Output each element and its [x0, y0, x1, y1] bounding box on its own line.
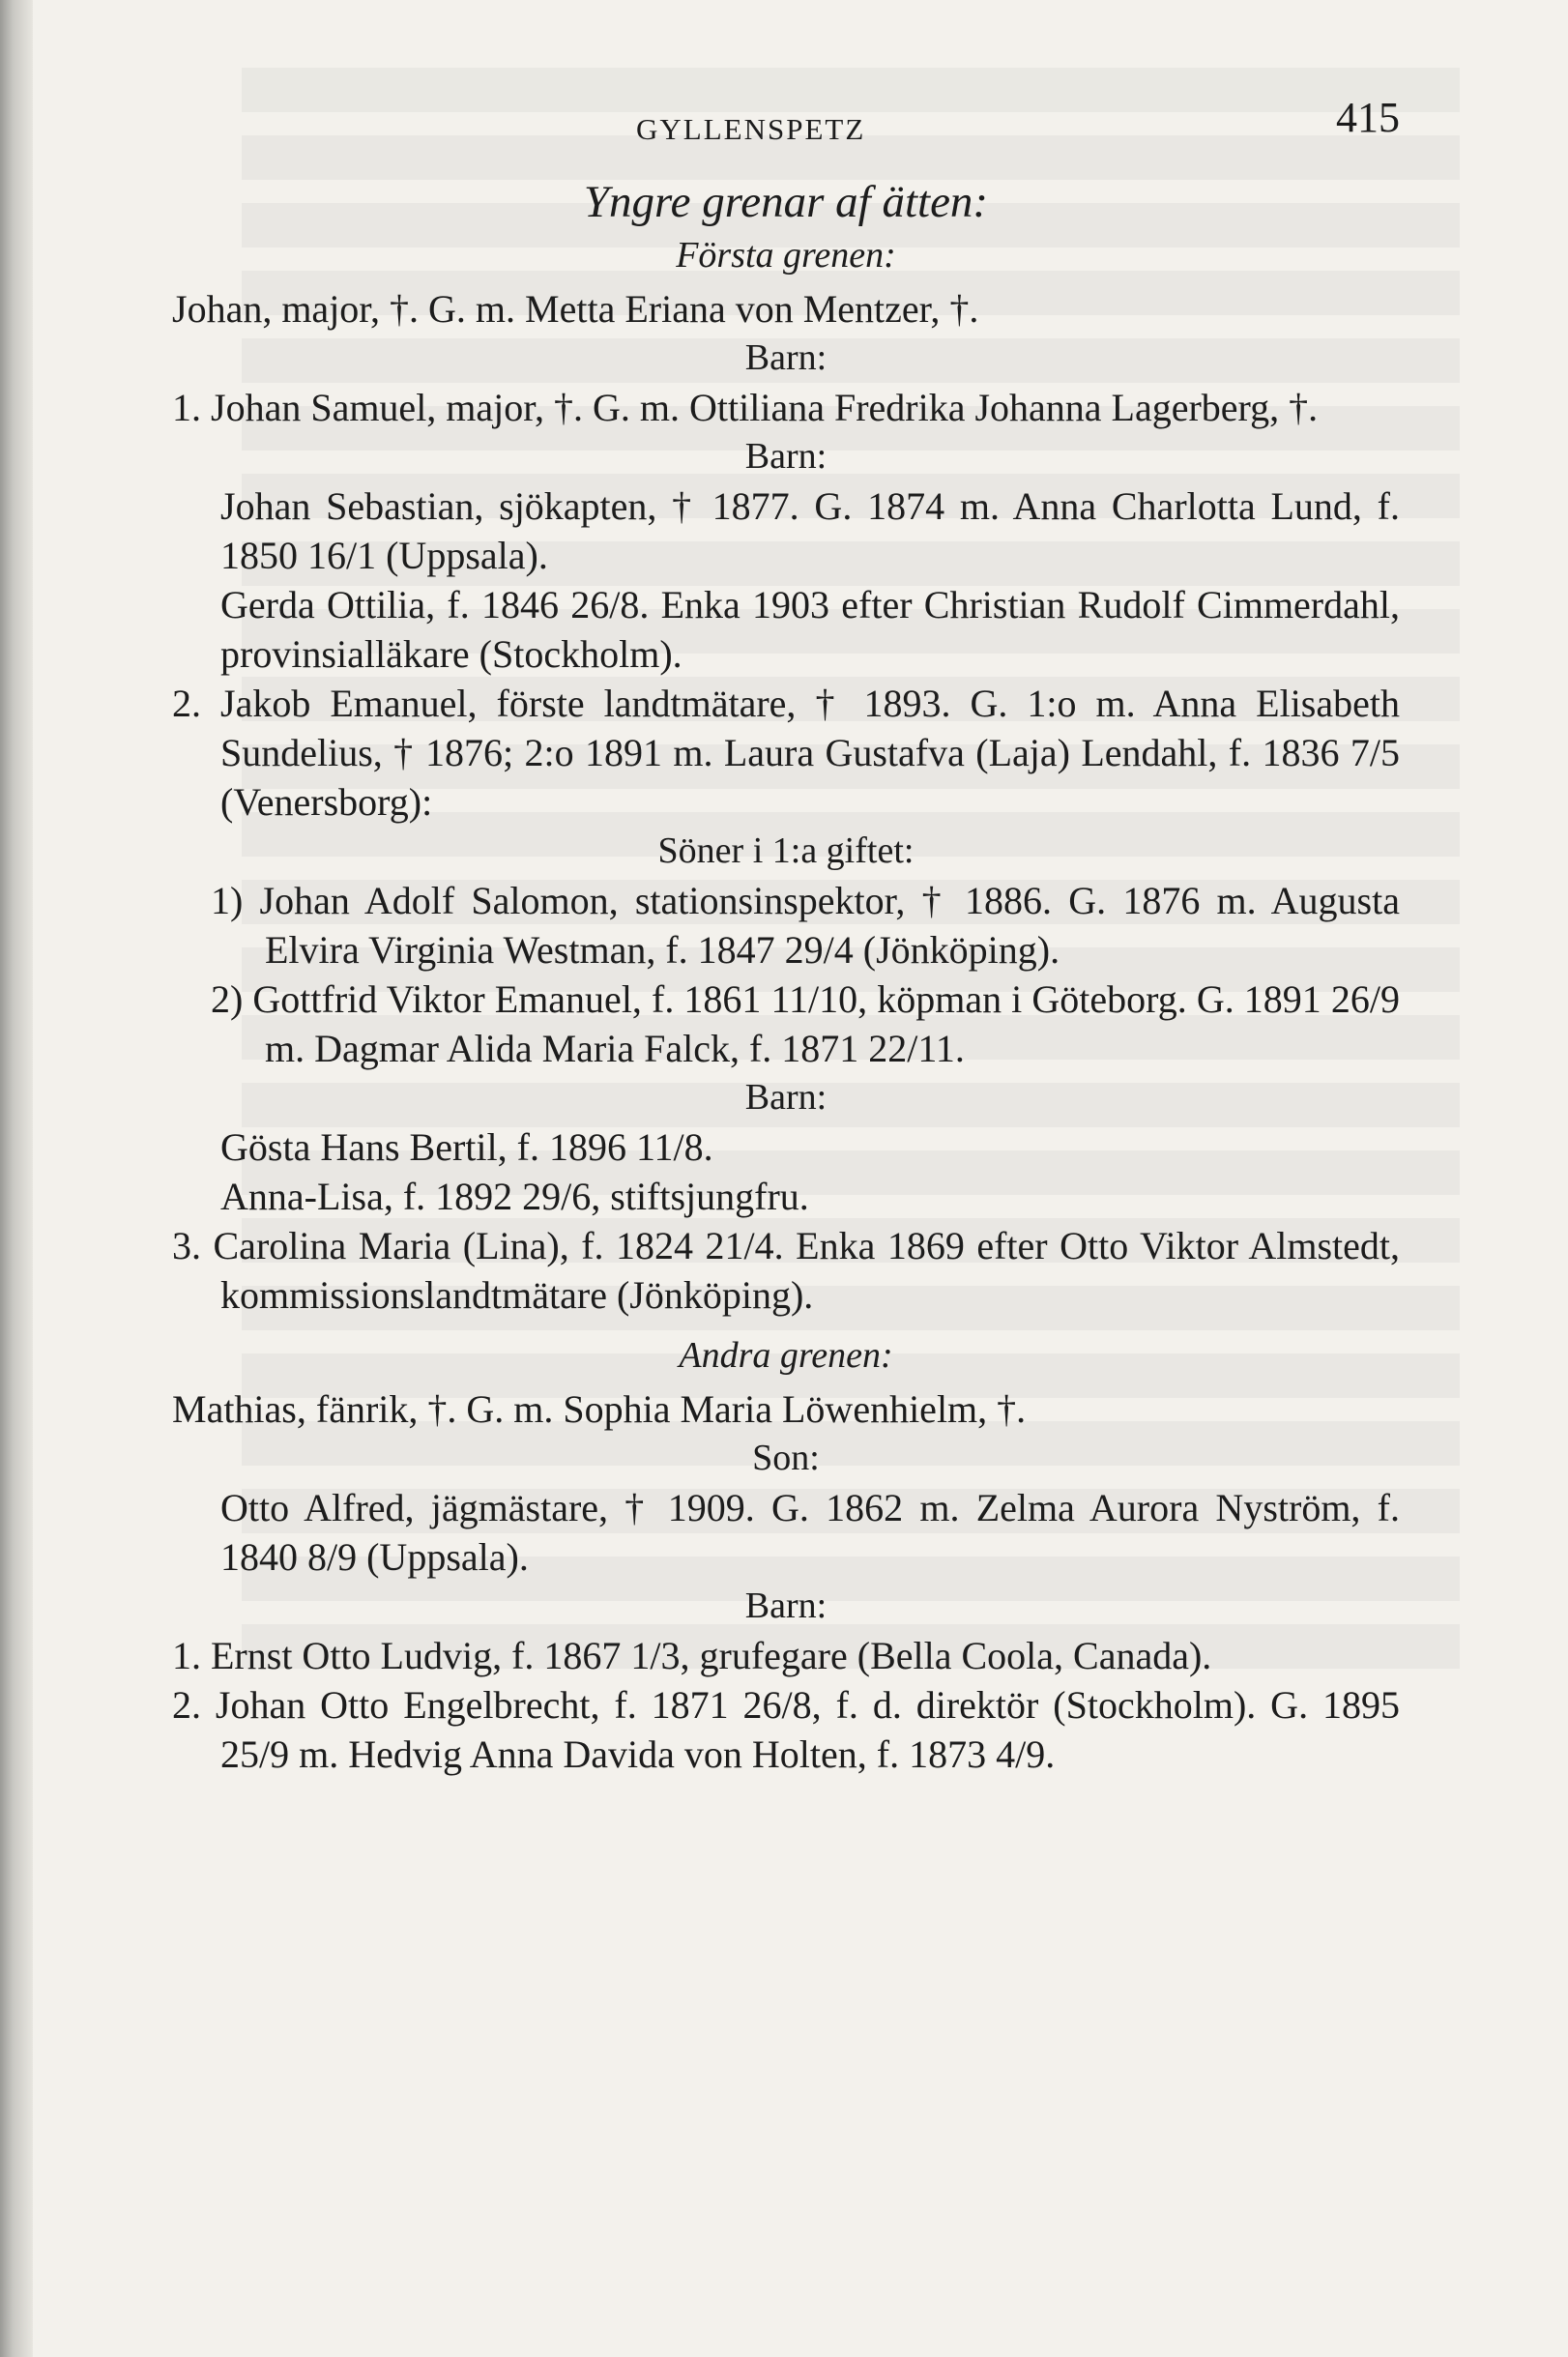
branch2-otto: Otto Alfred, jägmästare, † 1909. G. 1862 m. Zelma Aurora Nyström, f. 1840 8/9 (Uppsala). — [220, 1486, 1400, 1579]
book-binding-edge — [0, 0, 33, 2357]
child2-soner-label: Söner i 1:a giftet: — [657, 830, 915, 871]
child1-sebastian: Johan Sebastian, sjökapten, † 1877. G. 1874 m. Anna Charlotta Lund, f. 1850 16/1 (Uppsala). — [220, 484, 1400, 577]
running-head — [172, 93, 1400, 151]
child2-son2: 2) Gottfrid Viktor Emanuel, f. 1861 11/10, köpman i Göteborg. G. 1891 26/9 m. Dagmar Alida Maria Falck, f. 1871 22/11. — [211, 977, 1400, 1070]
branch2-child1: 1. Ernst Otto Ludvig, f. 1867 1/3, grufegare (Bella Coola, Canada). — [172, 1634, 1212, 1677]
branch2-barn-label: Barn: — [744, 1586, 828, 1626]
page-number: 415 — [1336, 94, 1400, 141]
branch1-child3: 3. Carolina Maria (Lina), f. 1824 21/4. Enka 1869 efter Otto Viktor Almstedt, kommissionslandtmätare (Jönköping). — [172, 1224, 1400, 1317]
branch1-child1: 1. Johan Samuel, major, †. G. m. Ottiliana Fredrika Johanna Lagerberg, †. — [172, 386, 1319, 429]
son2-barn-label: Barn: — [744, 1077, 828, 1118]
grandchild-gosta: Gösta Hans Bertil, f. 1896 11/8. — [220, 1125, 713, 1169]
branch1-child2: 2. Jakob Emanuel, förste landtmätare, † 1893. G. 1:o m. Anna Elisabeth Sundelius, † 1876; 2:o 1891 m. Laura Gustafva (Laja) Lendahl, f. 1836 7/5 (Venersborg): — [172, 682, 1400, 824]
branch1-title: Första grenen: — [676, 235, 896, 276]
branch2-title: Andra grenen: — [679, 1335, 893, 1376]
branch2-child2: 2. Johan Otto Engelbrecht, f. 1871 26/8, f. d. direktör (Stockholm). G. 1895 25/9 m. Hedvig Anna Davida von Holten, f. 1873 4/9. — [172, 1683, 1400, 1776]
book-page — [172, 93, 1400, 1779]
child1-barn-label: Barn: — [744, 436, 828, 477]
child2-son1: 1) Johan Adolf Salomon, stationsinspektor, † 1886. G. 1876 m. Augusta Elvira Virginia Westman, f. 1847 29/4 (Jönköping). — [211, 879, 1400, 972]
section-heading: Yngre grenar af ätten: — [583, 177, 989, 227]
branch2-son-label: Son: — [752, 1438, 820, 1478]
branch2-intro: Mathias, fänrik, †. G. m. Sophia Maria Löwenhielm, †. — [172, 1387, 1027, 1431]
running-title: GYLLENSPETZ — [636, 112, 866, 146]
grandchild-anna-lisa: Anna-Lisa, f. 1892 29/6, stiftsjungfru. — [220, 1175, 809, 1218]
child1-gerda: Gerda Ottilia, f. 1846 26/8. Enka 1903 efter Christian Rudolf Cimmerdahl, provinsialläkare (Stockholm). — [220, 583, 1400, 676]
branch1-intro: Johan, major, †. G. m. Metta Eriana von Mentzer, †. — [172, 287, 979, 331]
branch1-barn-label: Barn: — [744, 337, 828, 378]
